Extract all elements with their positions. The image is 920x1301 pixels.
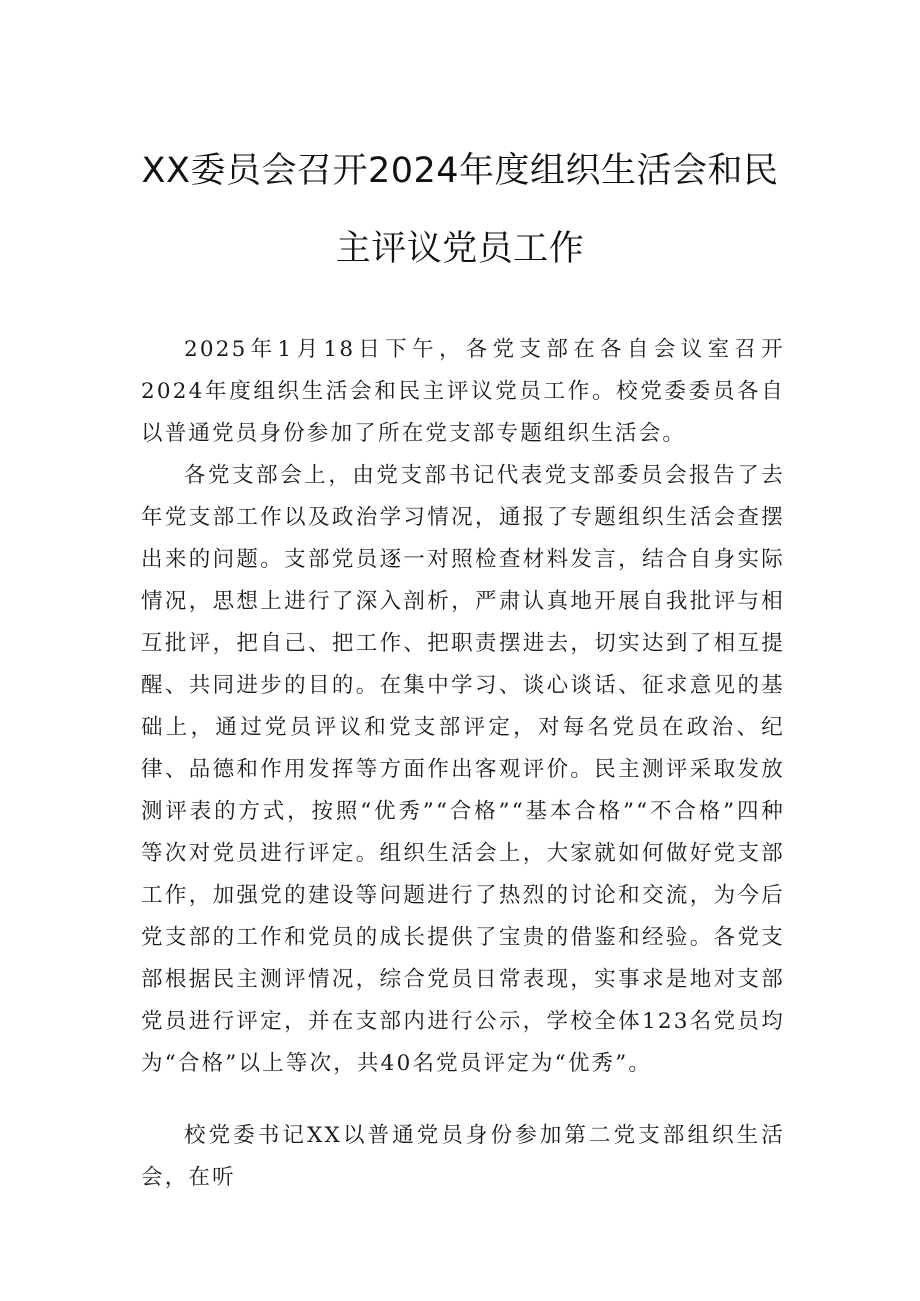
paragraph-2: 各党支部会上，由党支部书记代表党支部委员会报告了去年党支部工作以及政治学习情况，通报了专题组织生活会查摆出来的问题。支部党员逐一对照检查材料发言，结合自身实际情况，思想上进行了深入剖析，严肃认真地开展自我批评与相互批评，把自己、把工作、把职责摆进去，切实达到了相互提醒、共同进步的目的。在集中学习、谈心谈话、征求意见的基础上，通过党员评议和党支部评定，对每名党员在政治、纪律、品德和作用发挥等方面作出客观评价。民主测评采取发放测评表的方式，按照“优秀”“合格”“基本合格”“不合格”四种等次对党员进行评定。组织生活会上，大家就如何做好党支部工作，加强党的建设等问题进行了热烈的讨论和交流，为今后党支部的工作和党员的成长提供了宝贵的借鉴和经验。各党支部根据民主测评情况，综合党员日常表现，实事求是地对支部党员进行评定，并在支部内进行公示，学校全体123名党员均为“合格”以上等次，共40名党员评定为“优秀”。: [141, 463, 785, 1076]
document-title-line-1: XX委员会召开2024年度组织生活会和民: [141, 151, 779, 191]
document-title-line-2: 主评议党员工作: [335, 229, 585, 269]
document-body: [141, 329, 785, 1199]
paragraph-1: 2025年1月18日下午，各党支部在各自会议室召开2024年度组织生活会和民主评议党员工作。校党委委员各自以普通党员身份参加了所在党支部专题组织生活会。: [141, 337, 785, 446]
paragraph-3: 校党委书记XX以普通党员身份参加第二党支部组织生活会，在听: [141, 1123, 785, 1190]
